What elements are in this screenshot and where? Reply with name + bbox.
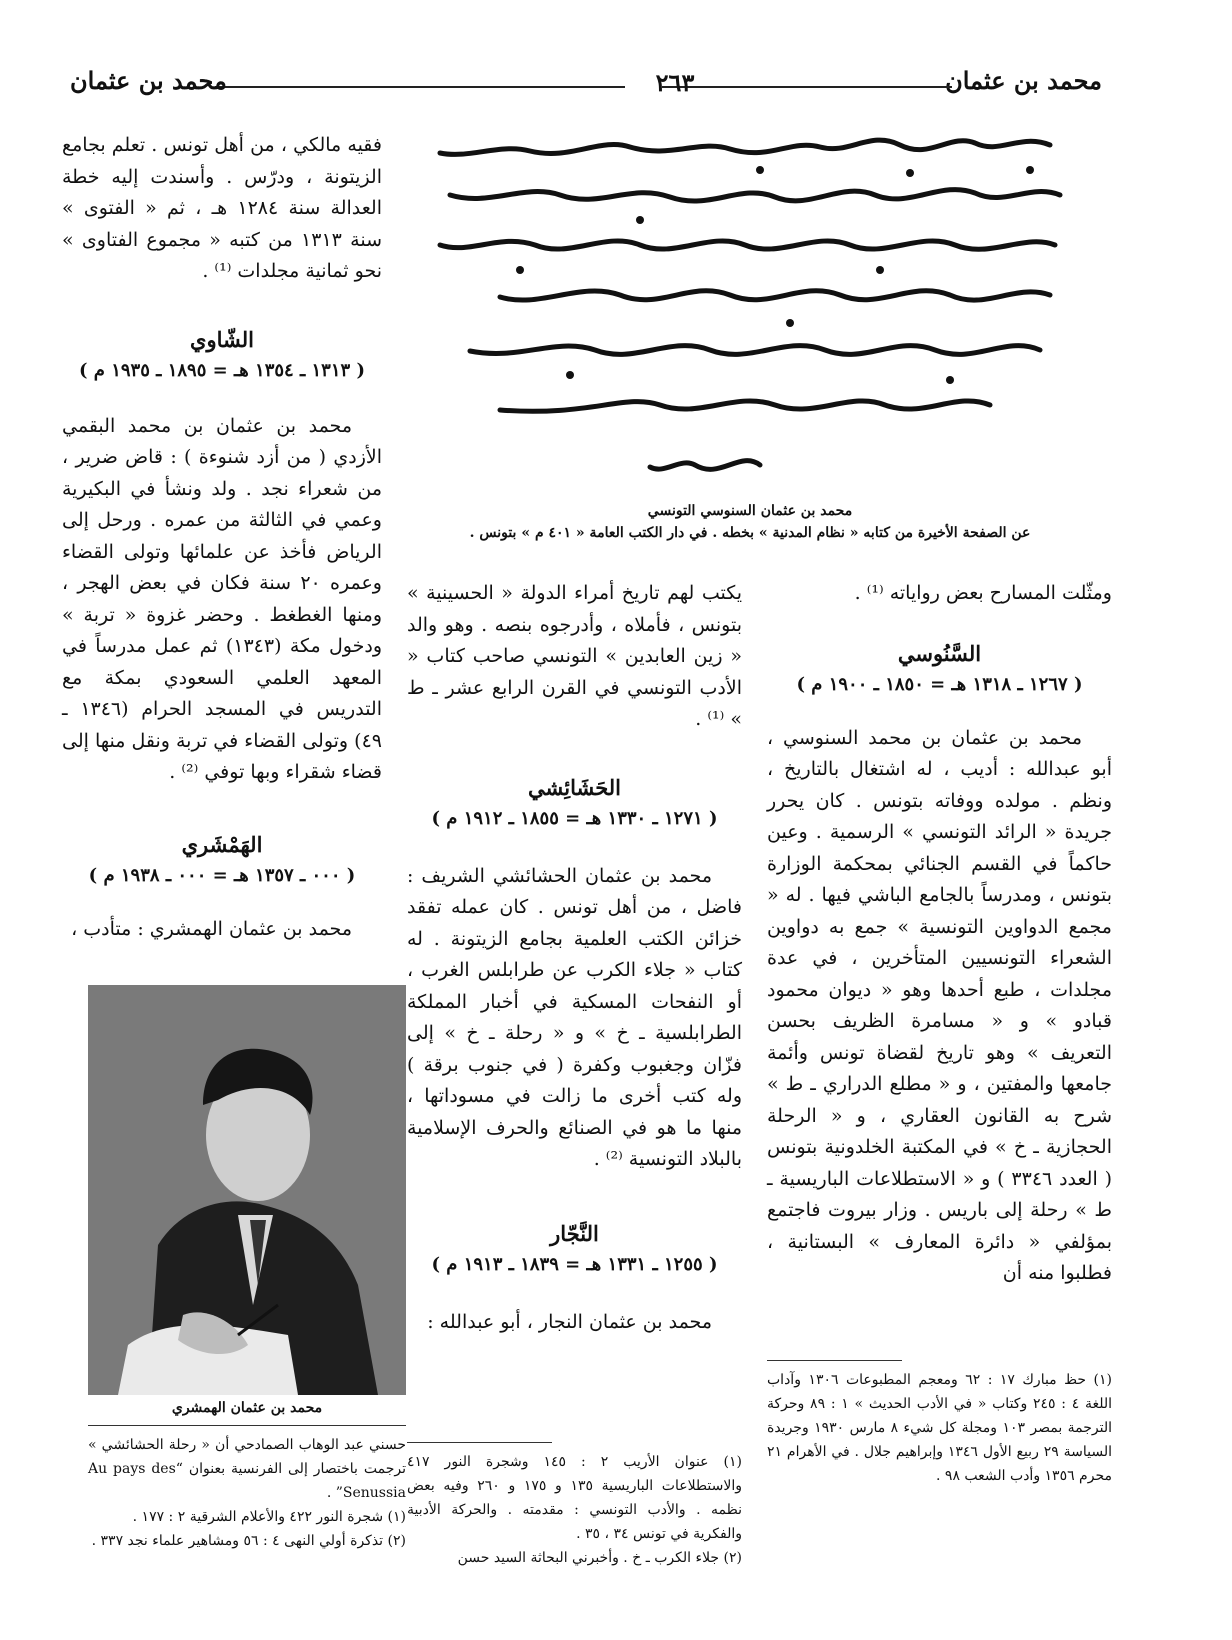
left-footnote-1: (١) شجرة النور ٤٢٢ والأعلام الشرقية ٢ : ١٧٧ . (132, 1509, 406, 1525)
entry-dates-hamshari: ( ٠٠٠ ـ ١٣٥٧ هـ = ٠٠٠ ـ ١٩٣٨ م ) (88, 865, 356, 886)
manuscript-caption (440, 500, 1060, 544)
middle-footnote-1: (١) عنوان الأريب ٢ : ١٤٥ وشجرة النور ٤١٧ والاستطلاعات الباريسية ١٣٥ و ١٧٥ و ٢٦٠ وفيه بعض نظمه . والأدب التونسي : مقدمته . والحركة الأدبية والفكرية في تونس ٣٤ ، ٣٥ . (407, 1454, 743, 1542)
entry-body-hashaishi: محمد بن عثمان الحشائشي الشريف : فاضل ، من أهل تونس . كان عمله تفقد خزائن الكتب العلمية بجامع الزيتونة . له كتاب « جلاء الكرب عن طرابلس الغرب ، أو النفحات المسكية في أخبار المملكة الطرابلسية ـ خ » و « رحلة ـ خ » إلى فزّان وجغبوب وكفرة ( في جنوب برقة ) وله كتب أخرى ما زالت في مسوداتها ، منها ما هو في الصنائع والحرف الإسلامية بالبلاد التونسية ⁽²⁾ . (407, 864, 742, 1170)
entry-heading-najjar: النَّجّار (550, 1220, 599, 1246)
portrait-photo (88, 985, 406, 1395)
entry-heading-hashaishi: الحَشَائِشي (527, 774, 621, 800)
header-right-title: محمد بن عثمان (945, 66, 1102, 95)
manuscript-caption-title: محمد بن عثمان السنوسي التونسي (647, 503, 853, 519)
left-footnote-2: (٢) تذكرة أولي النهى ٤ : ٥٦ ومشاهير علماء نجد ٣٣٧ . (91, 1533, 406, 1549)
left-footnote-rule (88, 1425, 406, 1426)
left-footnote-note: حسني عبد الوهاب الصمادحي أن « رحلة الحشائشي » ترجمت باختصار إلى الفرنسية بعنوان “Au pays des Senussia” . (88, 1437, 406, 1501)
right-footnotes (767, 1368, 1112, 1488)
header-rule-left (215, 86, 625, 88)
middle-footnotes (407, 1450, 742, 1570)
middle-footnote-2: (٢) جلاء الكرب ـ خ . وأخبرني البحاثة السيد حسن (457, 1550, 742, 1566)
entry-body-hamshari: محمد بن عثمان الهمشري : متأدب ، (71, 917, 352, 940)
running-header (70, 66, 1102, 106)
entry-dates-shawi: ( ١٣١٣ ـ ١٣٥٤ هـ = ١٨٩٥ ـ ١٩٣٥ م ) (79, 360, 365, 381)
right-column (767, 578, 1112, 1290)
entry-dates-hashaishi: ( ١٢٧١ ـ ١٣٣٠ هـ = ١٨٥٥ ـ ١٩١٢ م ) (431, 808, 718, 829)
entry-dates-najjar: ( ١٢٥٥ ـ ١٣٣١ هـ = ١٨٣٩ ـ ١٩١٣ م ) (431, 1254, 718, 1275)
manuscript-caption-source: عن الصفحة الأخيرة من كتابه « نظام المدنية » بخطه . في دار الكتب العامة « ٤٠١ م » بتونس . (469, 525, 1031, 541)
entry-heading-shawi: الشّاوي (190, 326, 254, 352)
entry-body-shawi: محمد بن عثمان بن محمد البقمي الأزدي ( من أزد شنوءة ) : قاض ضرير ، من شعراء نجد . ولد ونشأ في البكيرية وعمي في الثالثة من عمره . ورحل إلى الرياض فأخذ عن علمائها وتولى القضاء وعمره ٢٠ سنة فكان في بعض الهجر ، ومنها الغطغط . وحضر غزوة « تربة » ودخول مكة (١٣٤٣) ثم عمل مدرساً في المعهد العلمي السعودي بمكة مع التدريس في المسجد الحرام (١٣٤٦ ـ ٤٩) وتولى القضاء في تربة ونقل منها إلى قضاء شقراء وبها توفي ⁽²⁾ . (62, 414, 382, 783)
middle-footnote-rule (407, 1442, 552, 1443)
entry-body-najjar: محمد بن عثمان النجار ، أبو عبدالله : (427, 1310, 712, 1333)
page-number: ٢٦٣ (655, 68, 695, 97)
entry-dates-sanusi: ( ١٢٦٧ ـ ١٣١٨ هـ = ١٨٥٠ ـ ١٩٠٠ م ) (796, 674, 1083, 695)
entry-body-sanusi: محمد بن عثمان بن محمد السنوسي ، أبو عبدالله : أديب ، له اشتغال بالتاريخ ، ونظم . مولده ووفاته بتونس . كان يحرر جريدة « الرائد التونسي » الرسمية . وعين حاكماً في القسم الجنائي بمحكمة الوزارة بتونس ، ومدرساً بالجامع الباشي فيها . له « مجمع الدواوين التونسية » جمع به دواوين الشعراء التونسيين المتأخرين ، في عدة مجلدات ، طبع أحدها وهو « ديوان محمود قبادو » و « مسامرة الظريف بحسن التعريف » وهو تاريخ لقضاة تونس وأئمة جامعها والمفتين ، و « مطلع الدراري ـ ط » شرح به القانون العقاري ، و « الرحلة الحجازية ـ خ » في المكتبة الخلدونية بتونس ( العدد ٣٣٤٦ ) و « الاستطلاعات الباريسية ـ ط » رحلة إلى باريس . وزار بيروت فاجتمع بمؤلفي « دائرة المعارف » البستانية ، فطلبوا منه أن (767, 726, 1112, 1284)
entry-heading-sanusi: السَّنُوسي (897, 640, 982, 666)
right-column-intro: ومثّلت المسارح بعض رواياته ⁽¹⁾ . (854, 582, 1112, 604)
left-footnotes (88, 1433, 406, 1553)
photo-caption: محمد بن عثمان الهمشري (171, 1400, 323, 1416)
entry-heading-hamshari: الهَمْشَري (181, 831, 263, 857)
middle-column-intro: يكتب لهم تاريخ أمراء الدولة « الحسينية » بتونس ، فأملاه ، وأدرجوه بنصه . وهو والد « زين العابدين » التونسي صاحب كتاب « الأدب التونسي في القرن الرابع عشر ـ ط » ⁽¹⁾ . (407, 582, 742, 730)
left-column (62, 130, 382, 945)
right-footnote-1: (١) حظ مبارك ١٧ : ٦٢ ومعجم المطبوعات ١٣٠٦ وآداب اللغة ٤ : ٢٤٥ وكتاب « في الأدب الحديث » ١ : ٨٩ وحركة الترجمة بمصر ١٠٣ ومجلة كل شيء ٨ مارس ١٩٣٠ وجريدة السياسة ٢٩ ربيع الأول ١٣٤٦ وإبراهيم جلال . في الأهرام ٢١ محرم ١٣٥٦ وأدب الشعب ٩٨ . (767, 1372, 1113, 1484)
manuscript-image (430, 125, 1070, 495)
middle-column (407, 578, 742, 1338)
header-left-title: محمد بن عثمان (70, 66, 227, 95)
right-footnote-rule (767, 1360, 902, 1361)
left-column-intro: فقيه مالكي ، من أهل تونس . تعلم بجامع الزيتونة ، ودرّس . وأسندت إليه خطة العدالة سنة ١٢٨٤ هـ ، ثم « الفتوى » سنة ١٣١٣ من كتبه « مجموع الفتاوى » نحو ثمانية مجلدات ⁽¹⁾ . (62, 134, 382, 282)
